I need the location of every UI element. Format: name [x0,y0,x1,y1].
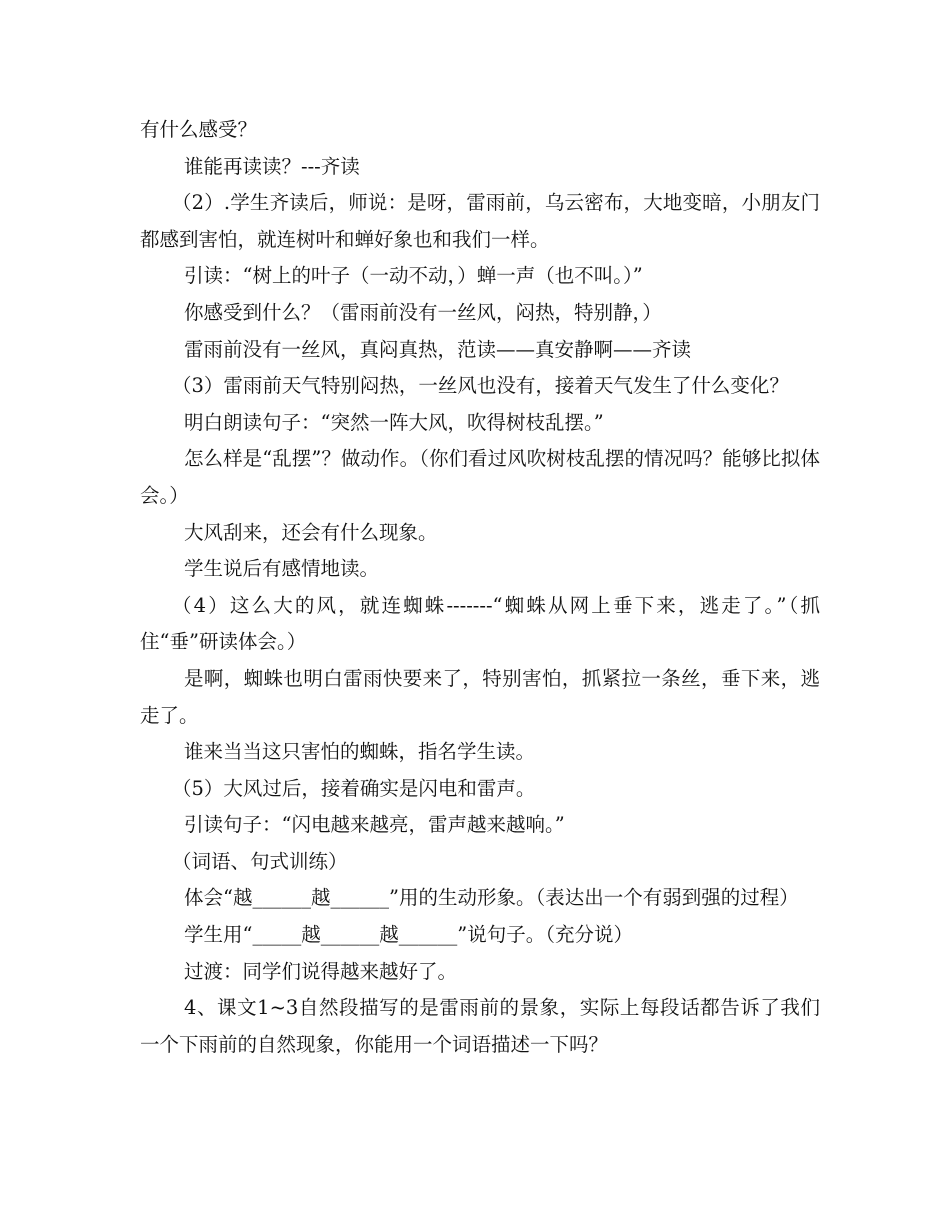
paragraph-12: （4）这么大的风，就连蜘蛛-------“蜘蛛从网上垂下来，逃走了。”（抓住“垂”研读体会。） [140,593,820,654]
paragraph-19: 学生用“_____越______越______”说句子。（充分说） [184,923,633,947]
paragraph-2: 谁能再读读？---齐读 [184,154,360,178]
paragraph-3: （2）.学生齐读后，师说：是呀，雷雨前，乌云密布，大地变暗，小朋友门都感到害怕，就连树叶和蝉好象也和我们一样。 [140,191,820,251]
paragraph-15: （5）大风过后，接着确实是闪电和雷声。 [172,776,536,800]
paragraph-9: 怎么样是“乱摆”？做动作。（你们看过风吹树枝乱摆的情况吗？能够比拟体会。） [140,447,820,507]
paragraph-11: 学生说后有感情地读。 [184,557,380,581]
paragraph-10: 大风刮来，还会有什么现象。 [184,520,438,544]
paragraph-20: 过渡：同学们说得越来越好了。 [184,959,458,983]
paragraph-18: 体会“越______越______”用的生动形象。（表达出一个有弱到强的过程） [184,886,799,910]
paragraph-16: 引读句子：“闪电越来越亮，雷声越来越响。” [184,813,565,837]
paragraph-17: （词语、句式训练） [172,849,348,873]
paragraph-8: 明白朗读句子：“突然一阵大风，吹得树枝乱摆。” [184,410,604,434]
paragraph-6: 雷雨前没有一丝风，真闷真热，范读——真安静啊——齐读 [184,337,692,361]
paragraph-21: 4、课文1~3自然段描写的是雷雨前的景象，实际上每段话都告诉了我们一个下雨前的自然现象，你能用一个词语描述一下吗？ [140,996,820,1056]
paragraph-4: 引读：“树上的叶子（一动不动，）蝉一声（也不叫。）” [184,264,643,288]
paragraph-7: （3）雷雨前天气特别闷热，一丝风也没有，接着天气发生了什么变化？ [172,374,789,398]
paragraph-1: 有什么感受？ [140,118,258,141]
document-body [140,112,820,1063]
paragraph-14: 谁来当当这只害怕的蜘蛛，指名学生读。 [184,740,536,764]
paragraph-5: 你感受到什么？（雷雨前没有一丝风，闷热，特别静，） [184,300,662,324]
paragraph-13: 是啊，蜘蛛也明白雷雨快要来了，特别害怕，抓紧拉一条丝，垂下来，逃走了。 [140,666,820,727]
